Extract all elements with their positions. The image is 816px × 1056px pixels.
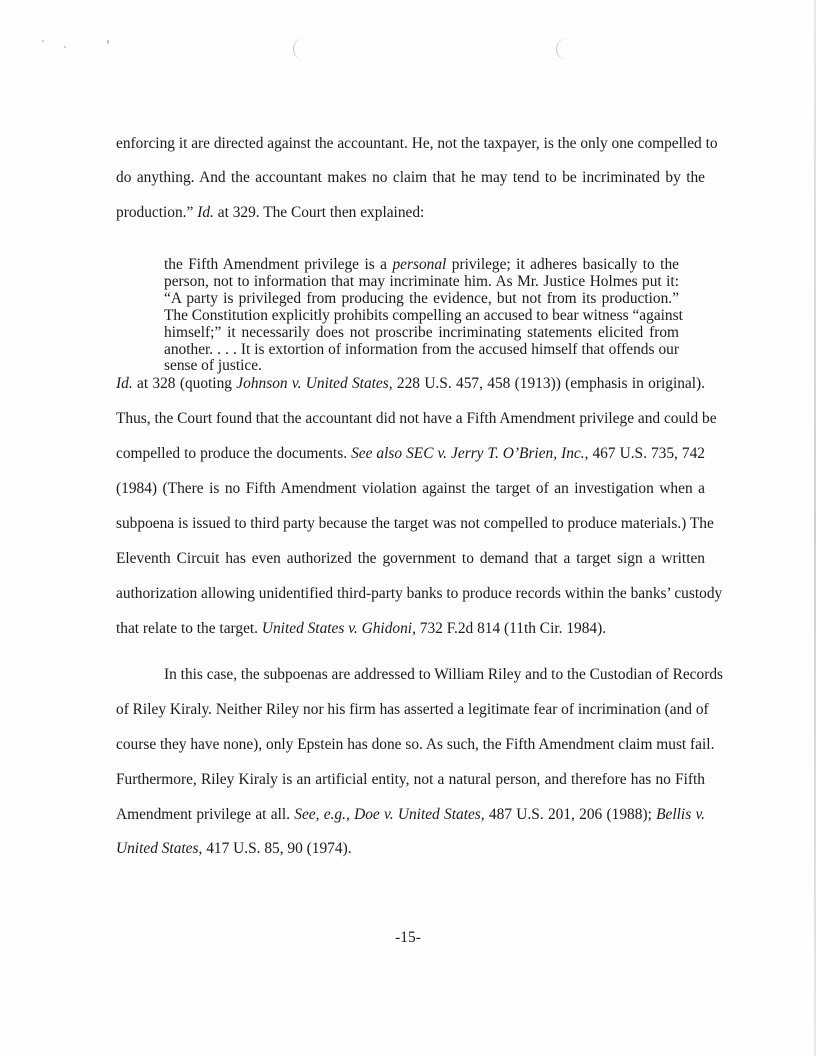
scan-dot	[64, 46, 66, 48]
quote-line: another. . . . It is extortion of information from the accused himself that offends our	[164, 340, 679, 358]
scan-mark-left	[293, 38, 304, 60]
text-line: subpoena is issued to third party because the target was not compelled to produce materials.) The	[116, 515, 714, 532]
quote-line: person, not to information that may incriminate him. As Mr. Justice Holmes put it:	[164, 272, 679, 290]
text-line: do anything. And the accountant makes no claim that he may tend to be incriminated by the	[116, 169, 705, 186]
text-line: compelled to produce the documents. See also SEC v. Jerry T. O’Brien, Inc., 467 U.S. 735, 742	[116, 445, 705, 462]
text-line: Eleventh Circuit has even authorized the government to demand that a target sign a written	[116, 550, 705, 567]
quote-line: “A party is privileged from producing the evidence, but not from its production.”	[164, 289, 679, 307]
block-quote	[164, 256, 683, 375]
text-line: course they have none), only Epstein has done so. As such, the Fifth Amendment claim must fail.	[116, 736, 715, 753]
text-line: authorization allowing unidentified third-party banks to produce records within the banks’ custody	[116, 585, 723, 602]
text-line: Furthermore, Riley Kiraly is an artificial entity, not a natural person, and therefore has no Fifth	[116, 771, 705, 788]
page-number: -15-	[395, 929, 421, 946]
text-line: Thus, the Court found that the accountant did not have a Fifth Amendment privilege and could be	[116, 410, 717, 427]
quote-line: the Fifth Amendment privilege is a personal privilege; it adheres basically to the	[164, 256, 679, 273]
quote-line: The Constitution explicitly prohibits compelling an accused to bear witness “against	[164, 306, 683, 324]
text-line: United States, 417 U.S. 85, 90 (1974).	[116, 840, 352, 857]
text-line: enforcing it are directed against the accountant. He, not the taxpayer, is the only one compelled to	[116, 135, 718, 152]
text-line: (1984) (There is no Fifth Amendment violation against the target of an investigation when a	[116, 480, 705, 497]
text-line: production.” Id. at 329. The Court then explained:	[116, 204, 425, 221]
quote-line: sense of justice.	[164, 357, 262, 375]
scan-dot	[42, 40, 44, 42]
scan-dot	[107, 40, 109, 44]
text-line: Amendment privilege at all. See, e.g., Doe v. United States, 487 U.S. 201, 206 (1988); Bellis v.	[116, 806, 706, 823]
text-line: In this case, the subpoenas are addressed to William Riley and to the Custodian of Records	[164, 666, 724, 683]
text-line: of Riley Kiraly. Neither Riley nor his firm has asserted a legitimate fear of incrimination (and of	[116, 701, 709, 718]
text-line: Id. at 328 (quoting Johnson v. United States, 228 U.S. 457, 458 (1913)) (emphasis in original).	[116, 375, 705, 392]
text-line: that relate to the target. United States v. Ghidoni, 732 F.2d 814 (11th Cir. 1984).	[116, 620, 607, 637]
quote-line: himself;” it necessarily does not proscribe incriminating statements elicited from	[164, 323, 679, 341]
scan-mark-right	[556, 38, 567, 60]
